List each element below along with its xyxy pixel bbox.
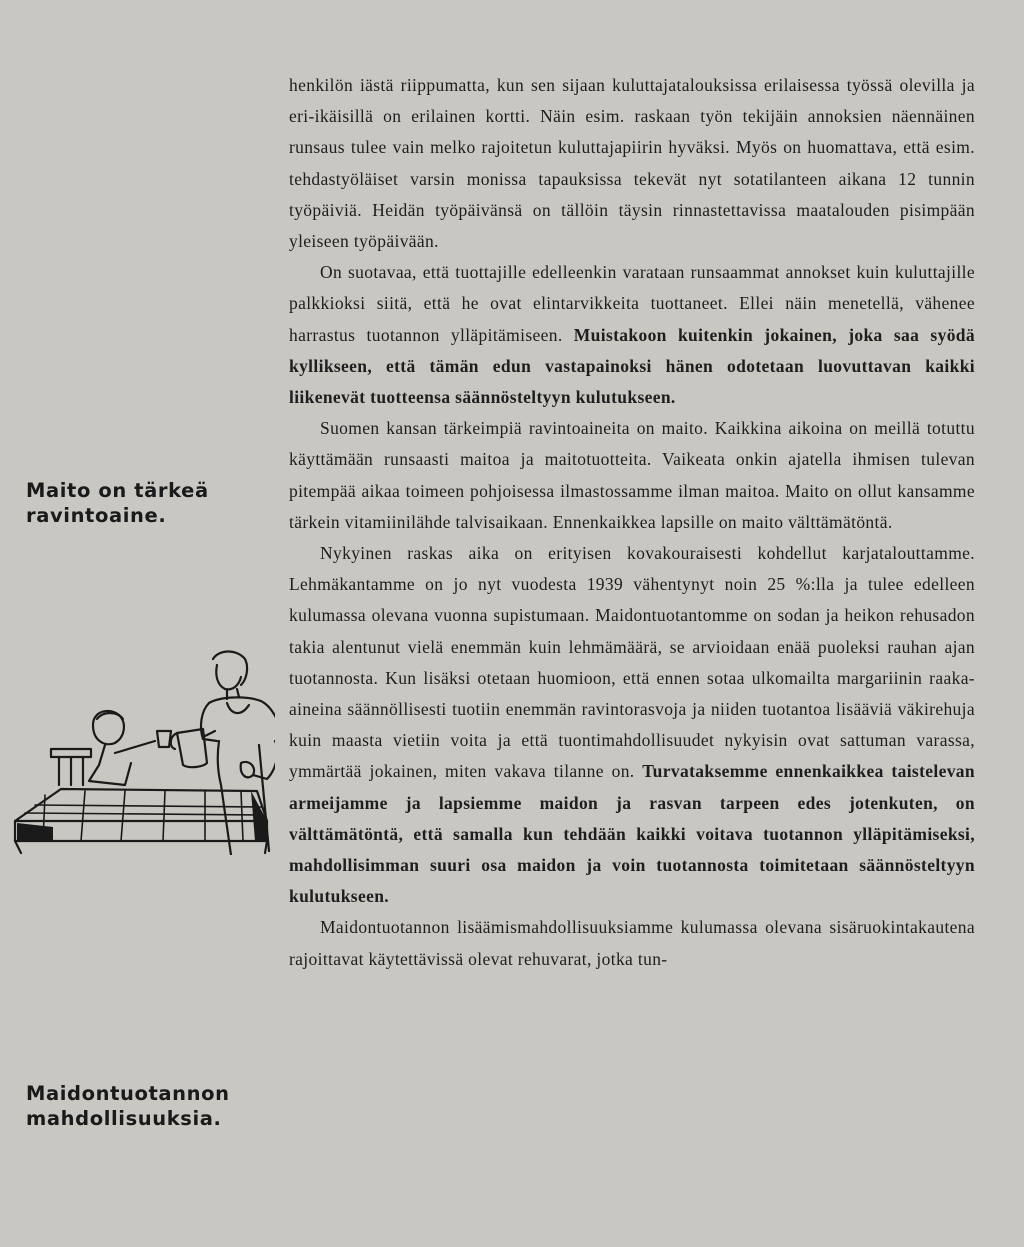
paragraph-2 [289,257,975,413]
paragraph-2-bold: Muistakoon kuitenkin jokainen, joka saa syödä kyllikseen, että tämän edun vastapainoksi hänen odotetaan luovuttavan kaikki liikenevät tuotteensa säännösteltyyn kulutukseen. [289,324,975,408]
paragraph-5: Maidontuotannon lisäämismahdollisuuksiamme kulumassa olevana sisäruokintakautena rajoittavat käytettävissä olevat rehuvarat, jotka tun- [289,917,975,969]
paragraph-1: henkilön iästä riippumatta, kun sen sijaan kuluttajatalouksissa erilaisessa työssä olevilla ja eri-ikäisillä on erilainen kortti. Näin esim. raskaan työn tekijäin annoksien näennäinen runsaus tulee vain melko rajoitetun kuluttajapiirin hyväksi. Myös on huomattava, että esim. tehdastyöläiset varsin monissa tapauksissa tekevät nyt sotatilanteen aikana 12 tunnin työpäiviä. Heidän työpäivänsä on tällöin täysin rinnastettavissa maatalouden pisimpään yleiseen työpäivään. [289,75,975,252]
paragraph-4-bold: Turvataksemme ennenkaikkea taistelevan armeijamme ja lapsiemme maidon ja rasvan tarpeen edes jotenkuten, on välttämätöntä, että samalla kun tehdään kaikki voitava tuotannon ylläpitämiseksi, mahdollisimman suuri osa maidon ja voin tuotannosta toimitetaan säännösteltyyn kulutukseen. [289,761,975,907]
woman-hand [241,762,254,777]
chair [51,749,91,785]
margin-heading-line: Maidontuotannon [26,1082,230,1105]
paragraph-3: Suomen kansan tärkeimpiä ravintoaineita on maito. Kaikkina aikoina on meillä totuttu käyttämään runsaasti maitoa ja maitotuotteita. Vaikeata onkin ajatella ihmisen tulevan pitempää aikaa toimeen pohjoisessa ilmastossamme ilman maitoa. Maito on ollut kansamme tärkein vitamiinilähde talvisaikaan. Ennenkaikkea lapsille on maito välttämätöntä. [289,418,975,532]
paragraph-4-text: Nykyinen raskas aika on erityisen kovakouraisesti kohdellut karjatalouttamme. Lehmäkantamme on jo nyt vuodesta 1939 vähentynyt noin 25 %:lla ja tulee edelleen kulumassa olevana vuonna supistumaan. Maidontuotantomme on sodan ja heikon rehusadon takia alentunut vielä enemmän kuin lehmämäärä, se arvioidaan enää puoleksi rauhan ajan tuotannosta. Kun lisäksi otetaan huomioon, että ennen sotaa ulkomailta margariinin raaka-aineina säännöllisesti tuotiin enemmän ravintorasvoja ja niiden tuotantoa lisääviä väkirehuja kuin maasta vietiin voita ja että tuontimahdollisuudet nykyisin ovat sattuman varassa, ymmärtää jokainen, miten vakava tilanne on. [289,543,975,782]
illustration-woman-serving-child-milk [5,645,275,855]
paragraph-4 [289,538,975,912]
margin-heading-line: Maito on tärkeä [26,479,209,502]
margin-heading-milk [26,478,209,528]
paragraph-2-text: On suotavaa, että tuottajille edelleenkin varataan runsaammat annokset kuin kuluttajille palkkioksi siitä, että he ovat elintarvikkeita tuottaneet. Ellei näin menetellä, vähenee harrastus tuotannon ylläpitämiseen. [289,262,975,345]
woman-shoulders [209,697,275,741]
woman-dress [218,741,231,855]
woman-face [216,665,241,689]
margin-heading-line: mahdollisuuksia. [26,1107,222,1130]
body-text [289,70,975,975]
margin-heading-dairy [26,1081,230,1131]
milk-glass [157,731,171,747]
margin-heading-line: ravintoaine. [26,504,167,527]
